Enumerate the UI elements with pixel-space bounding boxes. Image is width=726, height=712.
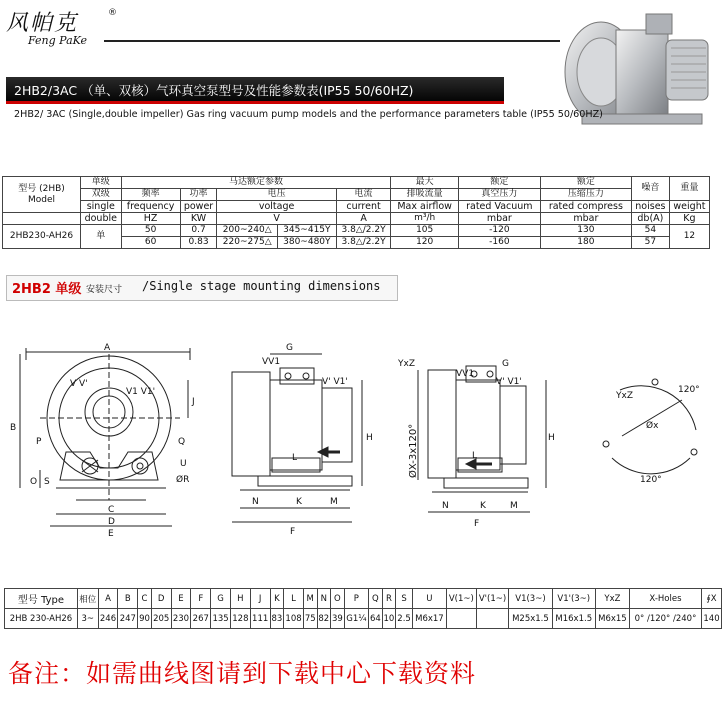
header-cell: D xyxy=(151,589,171,609)
table-cell: 2HB 230-AH26 xyxy=(5,609,78,629)
dimension-table xyxy=(4,588,722,629)
header-cell: 功率 xyxy=(180,189,217,201)
header-cell: M xyxy=(303,589,317,609)
dim-label-vprime: V' V1' xyxy=(322,377,348,387)
performance-table xyxy=(2,176,710,249)
header-cell: 真空压力 xyxy=(458,189,540,201)
dim-label-G: G xyxy=(286,343,293,353)
header-cell: E xyxy=(171,589,191,609)
dim-label-L: L xyxy=(292,453,298,463)
table-header-row xyxy=(3,201,710,213)
dim-label-E: E xyxy=(108,529,114,539)
section-title-en: /Single stage mounting dimensions xyxy=(142,279,381,293)
dim-label-v: V V' xyxy=(70,379,88,389)
table-cell: 205 xyxy=(151,609,171,629)
header-cell: A xyxy=(98,589,118,609)
header-cell: 单级 xyxy=(81,177,122,189)
table-cell: 90 xyxy=(138,609,152,629)
table-cell: 10 xyxy=(382,609,396,629)
table-cell: -120 xyxy=(458,225,540,237)
header-cell: B xyxy=(118,589,138,609)
dim-label-J: J xyxy=(192,397,195,407)
table-cell xyxy=(476,609,509,629)
table-cell: 0° /120° /240° xyxy=(629,609,701,629)
table-header-row xyxy=(3,177,710,189)
header-cell: U xyxy=(412,589,446,609)
angle-label-1: 120° xyxy=(678,385,700,395)
front-view-drawing xyxy=(20,348,190,526)
dim-label-yxz: YxZ xyxy=(398,359,415,369)
header-cell: 压缩压力 xyxy=(540,189,631,201)
header-cell: J xyxy=(250,589,270,609)
dim-label-K2: K xyxy=(480,501,486,511)
header-cell: X-Holes xyxy=(629,589,701,609)
dim-label-v1: V1 V1' xyxy=(126,387,156,397)
header-cell: 电流 xyxy=(336,189,391,201)
table-cell: 135 xyxy=(211,609,231,629)
page-title-cn: 2HB2/3AC （单、双核）气环真空泵型号及性能参数表(IP55 50/60HZ) xyxy=(14,83,414,98)
dim-label-Q: Q xyxy=(178,437,186,447)
table-cell: 267 xyxy=(191,609,211,629)
table-cell: 345~415Y xyxy=(277,225,336,237)
header-cell: V1(3~) xyxy=(509,589,552,609)
header-cell: H xyxy=(230,589,250,609)
table-cell: 50 xyxy=(121,225,180,237)
header-cell: O xyxy=(331,589,345,609)
table-cell: 120 xyxy=(391,237,458,249)
header-cell: 噪音 xyxy=(631,177,669,201)
brand-logo-en: Feng PaKe xyxy=(28,34,88,47)
footer-note: 备注：如需曲线图请到下载中心下载资料 xyxy=(8,659,477,688)
header-cell: R xyxy=(382,589,396,609)
unit-cell: db(A) xyxy=(631,213,669,225)
table-cell: 111 xyxy=(250,609,270,629)
section-title-sub: 安装尺寸 xyxy=(86,285,123,295)
header-cell: N xyxy=(317,589,331,609)
header-cell: 电压 xyxy=(217,189,336,201)
unit-cell xyxy=(3,213,81,225)
unit-cell: HZ xyxy=(121,213,180,225)
dim-label-M: M xyxy=(330,497,338,507)
dim-label-D: D xyxy=(108,517,115,527)
header-cell: ∮X xyxy=(702,589,722,609)
header-cell: rated compress xyxy=(540,201,631,213)
dim-label-vprime-2: V' V1' xyxy=(496,377,522,387)
table-cell: M16x1.5 xyxy=(552,609,595,629)
unit-cell: Kg xyxy=(669,213,709,225)
dim-label-F2: F xyxy=(474,519,480,529)
dim-label-S: S xyxy=(44,477,50,487)
header-cell: 重量 xyxy=(669,177,709,201)
dim-label-L2: L xyxy=(472,451,478,461)
header-cell: 相位 xyxy=(77,589,98,609)
header-cell: 额定 xyxy=(458,177,540,189)
header-cell: 型号 (2HB) Model xyxy=(3,177,81,213)
dim-label-G2: G xyxy=(502,359,509,369)
dim-label-phi: Øx xyxy=(646,421,659,431)
table-cell: M6x15 xyxy=(595,609,629,629)
table-cell xyxy=(446,609,476,629)
dim-label-P: P xyxy=(36,437,42,447)
table-cell: 60 xyxy=(121,237,180,249)
header-cell: 频率 xyxy=(121,189,180,201)
table-cell: 75 xyxy=(303,609,317,629)
dim-label-vv1: VV1 xyxy=(262,357,281,367)
header-cell: rated Vacuum xyxy=(458,201,540,213)
dim-label-K: K xyxy=(296,497,302,507)
dim-label-C: C xyxy=(108,505,115,515)
table-cell: M6x17 xyxy=(412,609,446,629)
table-cell: G1¼ xyxy=(344,609,368,629)
table-cell: 130 xyxy=(540,225,631,237)
table-cell: 380~480Y xyxy=(277,237,336,249)
model-cell: 2HB230-AH26 xyxy=(3,225,81,249)
table-cell: 105 xyxy=(391,225,458,237)
table-cell: 64 xyxy=(369,609,383,629)
table-cell: 247 xyxy=(118,609,138,629)
dim-label-F: F xyxy=(290,527,296,537)
dim-label-N: N xyxy=(252,497,259,507)
registered-mark: ® xyxy=(108,8,117,18)
header-divider xyxy=(104,40,560,42)
table-cell: 3.8△/2.2Y xyxy=(336,237,391,249)
header-cell: V'(1~) xyxy=(476,589,509,609)
unit-cell: A xyxy=(336,213,391,225)
table-cell: 0.83 xyxy=(180,237,217,249)
dim-label-U: U xyxy=(180,459,187,469)
header-cell: V(1~) xyxy=(446,589,476,609)
header-cell: voltage xyxy=(217,201,336,213)
unit-cell: V xyxy=(217,213,336,225)
dim-label-H2: H xyxy=(548,433,555,443)
unit-cell: mbar xyxy=(458,213,540,225)
table-cell: 246 xyxy=(98,609,118,629)
header-cell: current xyxy=(336,201,391,213)
table-cell: M25x1.5 xyxy=(509,609,552,629)
table-units-row xyxy=(3,213,710,225)
dim-label-B: B xyxy=(10,423,17,433)
dim-label-N2: N xyxy=(442,501,449,511)
header-cell: power xyxy=(180,201,217,213)
rear-view-labels xyxy=(397,359,555,529)
unit-cell: m³/h xyxy=(391,213,458,225)
header-cell: single xyxy=(81,201,122,213)
table-row xyxy=(5,609,722,629)
header-cell: P xyxy=(344,589,368,609)
header-cell: 最大 xyxy=(391,177,458,189)
header-cell: weight xyxy=(669,201,709,213)
table-cell: 230 xyxy=(171,609,191,629)
header-cell: L xyxy=(284,589,304,609)
header-cell: C xyxy=(138,589,152,609)
header-cell: K xyxy=(270,589,284,609)
header-cell: frequency xyxy=(121,201,180,213)
header-cell: Q xyxy=(369,589,383,609)
table-header-row xyxy=(3,189,710,201)
table-cell: 57 xyxy=(631,237,669,249)
table-cell: 2.5 xyxy=(396,609,413,629)
header-cell: Max airflow xyxy=(391,201,458,213)
table-cell: 220~275△ xyxy=(217,237,277,249)
dim-label-yxz-2: YxZ xyxy=(616,391,633,401)
dim-label-M2: M xyxy=(510,501,518,511)
table-cell: 39 xyxy=(331,609,345,629)
stage-cell: 单 xyxy=(81,225,122,249)
page-title-en: 2HB2/ 3AC (Single,double impeller) Gas ring vacuum pump models and the performance parameters table (IP55 50/60HZ) xyxy=(14,109,603,120)
dim-label-O: O xyxy=(30,477,38,487)
unit-cell: KW xyxy=(180,213,217,225)
table-cell: 140 xyxy=(702,609,722,629)
table-cell: 180 xyxy=(540,237,631,249)
brand-logo-cn: 风帕克 xyxy=(6,11,79,36)
mounting-drawings xyxy=(0,340,726,585)
dim-label-H: H xyxy=(366,433,373,443)
dim-label-vv1-2: VV1 xyxy=(456,369,475,379)
table-cell: 3.8△/2.2Y xyxy=(336,225,391,237)
table-row xyxy=(3,225,710,237)
header-cell: V1'(3~) xyxy=(552,589,595,609)
table-cell: 108 xyxy=(284,609,304,629)
header-cell: 型号 Type xyxy=(5,589,78,609)
dim-label-phix: ØX-3x120° xyxy=(408,423,419,478)
unit-cell: double xyxy=(81,213,122,225)
unit-cell: mbar xyxy=(540,213,631,225)
dim-label-A: A xyxy=(104,343,111,353)
table-header-row xyxy=(5,589,722,609)
header-cell: G xyxy=(211,589,231,609)
header-cell: 排吸流量 xyxy=(391,189,458,201)
angle-label-2: 120° xyxy=(640,475,662,485)
table-cell: 0.7 xyxy=(180,225,217,237)
table-cell: -160 xyxy=(458,237,540,249)
table-cell: 54 xyxy=(631,225,669,237)
weight-cell: 12 xyxy=(669,225,709,249)
header-cell: noises xyxy=(631,201,669,213)
section-title-red: 2HB2 单级 xyxy=(12,282,82,297)
header-cell: S xyxy=(396,589,413,609)
header-cell: F xyxy=(191,589,211,609)
table-cell: 128 xyxy=(230,609,250,629)
table-cell: 200~240△ xyxy=(217,225,277,237)
table-cell: 83 xyxy=(270,609,284,629)
header-cell: 马达额定参数 xyxy=(121,177,391,189)
table-cell: 3~ xyxy=(77,609,98,629)
header-cell: 额定 xyxy=(540,177,631,189)
dim-label-R: ØR xyxy=(176,475,190,485)
header-cell: 双级 xyxy=(81,189,122,201)
bolt-circle-labels xyxy=(615,385,700,485)
rear-view-drawing xyxy=(418,366,546,512)
table-cell: 82 xyxy=(317,609,331,629)
header-cell: YxZ xyxy=(595,589,629,609)
